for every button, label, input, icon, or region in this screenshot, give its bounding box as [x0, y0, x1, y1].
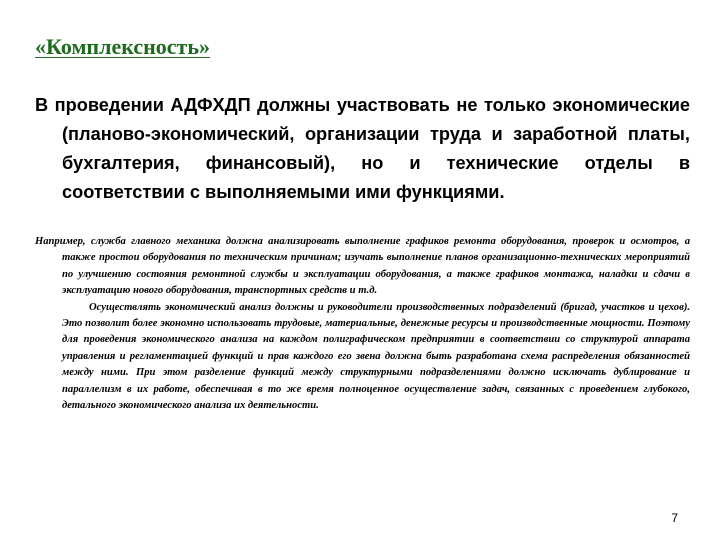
example-block	[35, 234, 690, 414]
detail-paragraph: Осуществлять экономический анализ должны и руководители производственных подразделений (бригад, участков и цехов). Это позволит более экономно использовать трудовые, материальные, денежные ресурсы и производственные мощности. Поэтому для проведения экономического анализа на каждом полиграфическом предприятии в соответствии со структурой аппарата управления и регламентацией функций и прав каждого его звена должна быть разработана схема распределения обязанностей между ними. При этом разделение функций между структурными подразделениями должно исключать дублирование и параллелизм в их работе, обеспечивая в то же время полноценное осуществление задач, связанных с проведением глубокого, детального экономического анализа их деятельности.	[62, 301, 690, 412]
slide-title: «Комплексность»	[35, 34, 210, 59]
page-number: 7	[671, 511, 678, 525]
main-paragraph: В проведении АДФХДП должны участвовать не только экономические (планово-экономический, организации труда и заработной платы, бухгалтерия, финансовый), но и технические отделы в соответствии с выполняемыми ими функциями.	[35, 95, 690, 202]
example-paragraph: Например, служба главного механика должна анализировать выполнение графиков ремонта оборудования, проверок и осмотров, а также простои оборудования по техническим причинам; изучать выполнение планов организационно-технических мероприятий по улучшению состояния ремонтной службы и эксплуатации оборудования, а также графиков монтажа, наладки и сдачи в эксплуатацию нового оборудования, транспортных средств и т.д.	[35, 236, 690, 297]
